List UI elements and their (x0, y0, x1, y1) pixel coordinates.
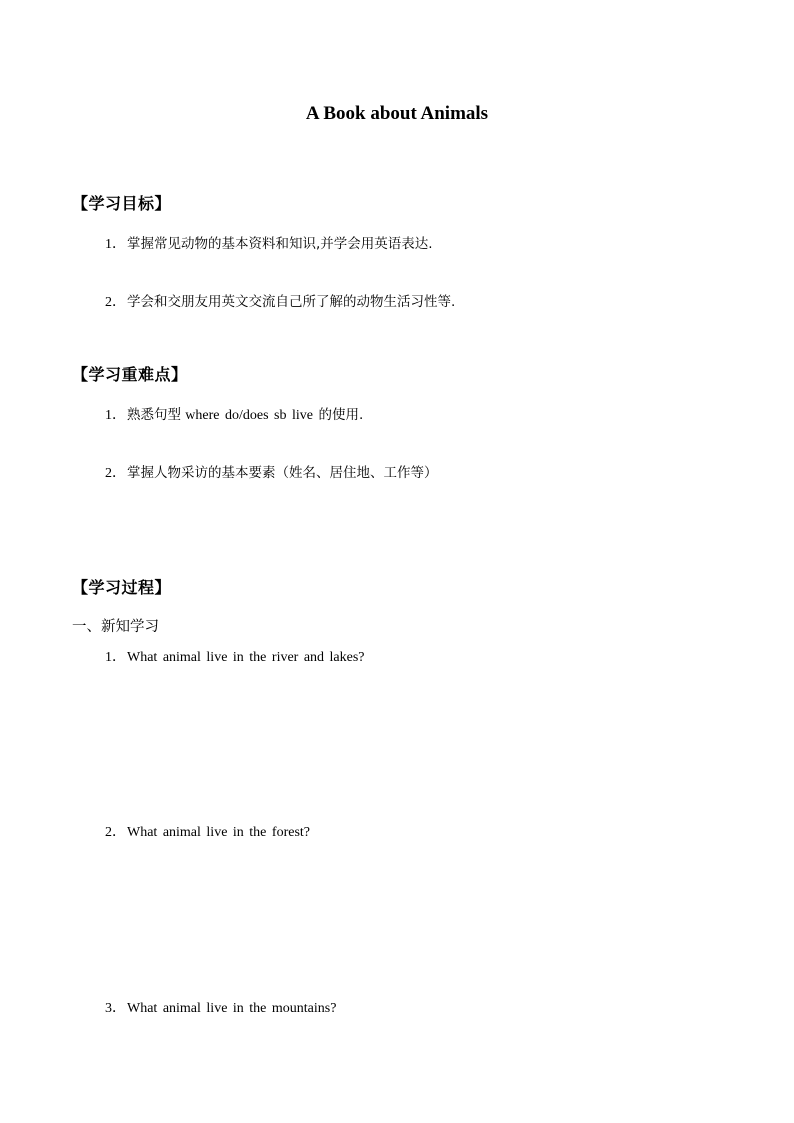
question-number: 2． (105, 825, 126, 840)
goal-item-1 (105, 232, 433, 253)
goal-item-number: 1． (105, 237, 126, 252)
key-point-item-number: 1． (105, 408, 126, 423)
question-text: What animal live in the mountains? (127, 1001, 337, 1016)
question-item-3 (105, 997, 336, 1017)
section-heading-process: 【学习过程】 (72, 578, 172, 597)
key-point-item-text: 掌握人物采访的基本要素（姓名、居住地、工作等） (127, 465, 438, 481)
key-point-text-pre: 熟悉句型 (127, 407, 186, 423)
section-heading-key-points: 【学习重难点】 (72, 365, 188, 384)
question-number: 3． (105, 1001, 126, 1016)
goal-item-2 (105, 290, 455, 311)
question-item-2 (105, 821, 310, 841)
question-text: What animal live in the river and lakes? (127, 650, 365, 665)
section-heading-goals: 【学习目标】 (72, 194, 172, 213)
goal-item-number: 2． (105, 295, 126, 310)
goal-item-text: 掌握常见动物的基本资料和知识,并学会用英语表达. (127, 236, 433, 252)
question-item-1 (105, 646, 365, 666)
goal-item-text: 学会和交朋友用英文交流自己所了解的动物生活习性等. (127, 294, 456, 310)
question-text: What animal live in the forest? (127, 825, 310, 840)
key-point-text-post: 的使用. (318, 407, 364, 423)
key-point-item-number: 2． (105, 466, 126, 481)
question-number: 1． (105, 650, 126, 665)
process-subheading: 一、新知学习 (72, 619, 159, 635)
key-point-text-english: where do/does sb live (185, 408, 319, 423)
key-point-item-2 (105, 461, 438, 482)
key-point-item-1 (105, 403, 363, 424)
page-title: A Book about Animals (305, 103, 489, 124)
